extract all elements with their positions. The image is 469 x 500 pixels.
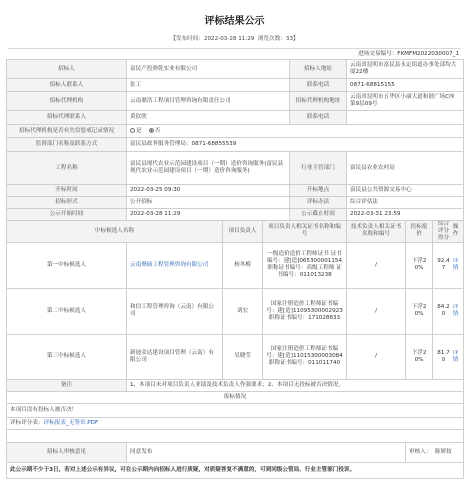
open-place-value: 富民县公共资源交易中心 — [347, 185, 464, 197]
candidate-tech-cert: / — [347, 334, 406, 379]
project-name-label: 工程名称 — [7, 152, 127, 185]
radio-no[interactable] — [149, 128, 154, 133]
agency-phone-label: 联系电话 — [290, 111, 347, 125]
candidate-quote: 下浮20% — [406, 242, 433, 288]
radio-yes[interactable] — [130, 128, 135, 133]
tenderer-value: 富民产投弹乾实业有限公司 — [127, 60, 290, 79]
candidate-score: 84.20 — [437, 304, 450, 318]
tenderer-review-label: 招标人审核意见 — [7, 442, 127, 462]
candidate-detail-link[interactable]: 详情 — [452, 304, 459, 318]
candidate-pm: 吴晓莹 — [223, 334, 263, 379]
open-place-label: 开标地点 — [290, 185, 347, 197]
rejected-header: 废标情况 — [7, 391, 464, 403]
pub-start-label: 公示开始时间 — [7, 209, 127, 221]
agency-contact-label: 招标代理联系人 — [7, 111, 127, 125]
page-title: 评标结果公示 — [204, 16, 265, 27]
info-table — [6, 59, 464, 479]
candidate-pm-cert: 一级造价造价工程师证书 证书编号：建[造]065300001154 职称证书编号：高级工程师 证书编号：011013238 — [263, 242, 347, 288]
tenderer-phone-value: 0871-68815155 — [347, 79, 464, 92]
bad-record-label: 招标代理机构是否有失信惩戒记录情况 — [7, 125, 127, 138]
blank-row — [7, 429, 464, 442]
supervisor-label: 监督部门名称及联系方式 — [7, 138, 127, 152]
project-name-value: 富民县现代农业示范园建设项目（一期）造价咨询服务(富民县现代农业示范园建设项目（一期）造价咨询服务) — [127, 152, 290, 185]
tenderer-label: 招标人 — [7, 60, 127, 79]
supervisor-value: 富民县政务服务管理局：0871-68855539 — [127, 138, 464, 152]
footer-notice: 此公示期不少于3日，若对上述公示有异议，可在公示期内向招标人进行质疑，对质疑答复不满意的，可到同级公管局、行业主管部门投诉。 — [7, 462, 464, 478]
industry-dept-label: 行业主管部门 — [290, 152, 347, 185]
candidate-company[interactable]: 新迪金达建设项目管理（云南）有限公司 — [127, 334, 223, 379]
candidate-row — [7, 334, 464, 379]
open-time-label: 开标时间 — [7, 185, 127, 197]
candidates-header-row — [7, 221, 464, 243]
view-count-label: 浏览次数： — [257, 36, 286, 42]
publish-time: 2022-03-28 11:29 — [203, 36, 255, 42]
publish-time-label: 发布时间： — [175, 36, 204, 42]
header-candidate: 中标候选人名称 — [7, 221, 223, 243]
candidate-detail-link[interactable]: 详情 — [452, 258, 459, 272]
pub-start-value: 2022-03-28 11:29 — [127, 209, 290, 221]
candidate-rank: 第一中标候选人 — [7, 242, 127, 288]
candidate-rank: 第三中标候选人 — [7, 334, 127, 379]
tenderer-phone-label: 联系电话 — [290, 79, 347, 92]
candidate-score-cell — [433, 334, 464, 379]
eval-method-value: 综合评估法 — [347, 197, 464, 209]
tenderer-address-value: 云南省昆明市富民县永定街道办事处部均大厦22楼 — [347, 60, 464, 79]
note-value: 1、本项目未对项目负责人业绩及技术负责人作强要求；2、本项目无投标被否决情况。 — [127, 379, 464, 391]
candidate-row — [7, 288, 464, 334]
candidate-quote: 下浮20% — [406, 334, 433, 379]
tenderer-contact-value: 张工 — [127, 79, 290, 92]
header-pm: 项目负责人 — [223, 221, 263, 243]
candidate-rank: 第二中标候选人 — [7, 288, 127, 334]
candidate-score: 81.70 — [437, 349, 450, 363]
tenderer-review-value: 同意发布 — [127, 442, 406, 462]
header-score-op: 综合评分得分 操作 — [433, 221, 464, 243]
transaction-code: 进场交易编号：FKMFM2022030007_1 — [358, 51, 459, 57]
agency-address-label: 招标代理机构地址 — [290, 92, 347, 111]
agency-address-value: 云南省昆明市五华区小康大道和谐广场C座第9层09号 — [347, 92, 464, 111]
publish-meta: 【发布时间：2022-03-28 11:29 浏览次数：33】 — [170, 36, 299, 42]
candidate-detail-link[interactable]: 详情 — [452, 349, 459, 363]
candidate-pm-cert: 国家注册造价工程师证书编号：建[造]11095300002923 职称证书编号：171028833 — [263, 288, 347, 334]
candidate-pm: 刘宏 — [223, 288, 263, 334]
candidate-company[interactable]: 和信工程管理咨询（云南）有限公司 — [127, 288, 223, 334]
report-file-link[interactable]: 评标报表_无签章.PDF — [43, 419, 99, 426]
candidate-quote: 下浮20% — [406, 288, 433, 334]
agency-value: 云南鼎浩工程项目管理咨询有限责任公司 — [127, 92, 290, 111]
bid-form-value: 公开招标 — [127, 197, 290, 209]
industry-dept-value: 富民县农业农村局 — [347, 152, 464, 185]
candidate-pm: 杨冬梅 — [223, 242, 263, 288]
report-row: 评标评分表：评标报表_无签章.PDF — [7, 417, 464, 429]
agency-contact-value: 黄钦欣 — [127, 111, 290, 125]
candidate-score-cell — [433, 288, 464, 334]
bad-record-options: 是 否 — [127, 125, 464, 138]
bid-form-label: 招标形式 — [7, 197, 127, 209]
candidate-company[interactable]: 云南聚硕工程管理咨询有限公司 — [127, 242, 223, 288]
candidate-score-cell — [433, 242, 464, 288]
agency-phone-value — [347, 111, 464, 125]
tenderer-address-label: 招标人地址 — [290, 60, 347, 79]
candidate-tech-cert: / — [347, 242, 406, 288]
note-label: 备注 — [7, 379, 127, 391]
header-pm-cert: 项目负责人相关证书名称和编号 — [263, 221, 347, 243]
eval-method-label: 评标办法 — [290, 197, 347, 209]
candidate-row — [7, 242, 464, 288]
header-quote: 投标报价 — [406, 221, 433, 243]
view-count: 33 — [285, 36, 294, 42]
agency-label: 招标代理机构 — [7, 92, 127, 111]
pub-end-label: 公示截止时间 — [290, 209, 347, 221]
open-time-value: 2022-03-25 09:30 — [127, 185, 290, 197]
tenderer-contact-label: 招标人联系人 — [7, 79, 127, 92]
header-tech-cert: 技术负责人相关证书名称和编号 — [347, 221, 406, 243]
pub-end-value: 2022-03-31 23:59 — [347, 209, 464, 221]
candidate-tech-cert: / — [347, 288, 406, 334]
candidate-pm-cert: 国家注册造价工程师证书编号：建[造]11015300003084 职称证书编号：011011740 — [263, 334, 347, 379]
candidate-score: 92.47 — [437, 258, 450, 272]
rejected-value: 本项目没有投标人被否决！ — [7, 403, 464, 417]
review-signer: 审核人： 陈妍妆 — [406, 442, 464, 462]
